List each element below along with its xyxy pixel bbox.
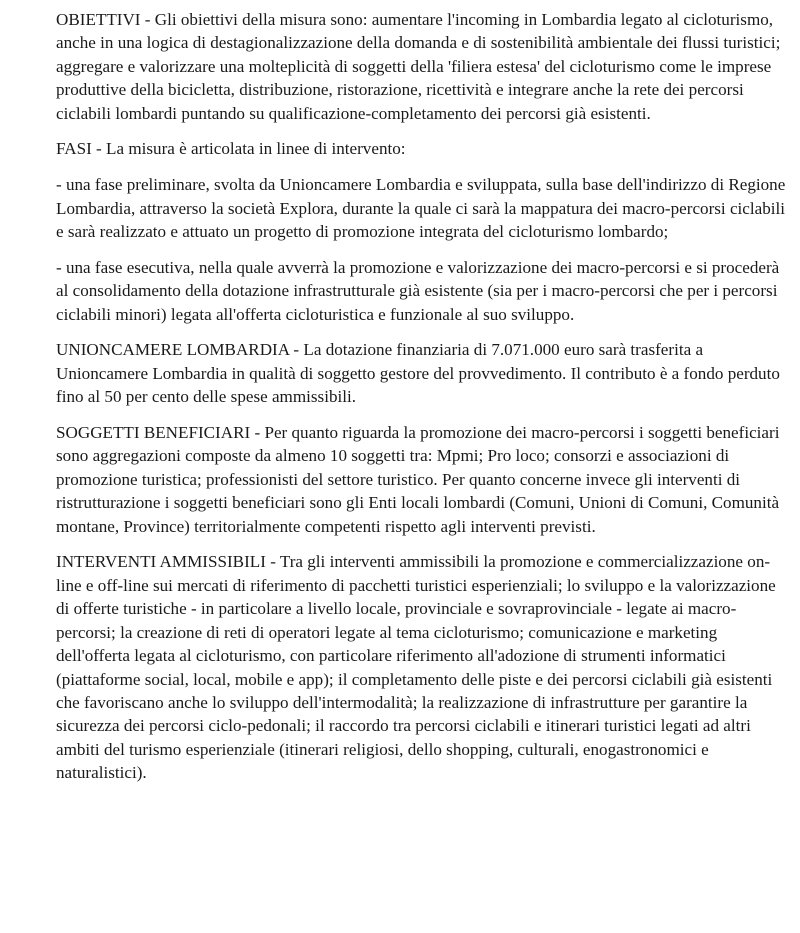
paragraph-heading: FASI — [56, 139, 92, 159]
paragraph-heading: OBIETTIVI — [56, 10, 141, 29]
paragraph-obiettivi: OBIETTIVI - Gli obiettivi della misura sono: aumentare l'incoming in Lombardia legato al cicloturismo, anche in una logica di destagionalizzazione della domanda e di sostenibilità ambientale dei flussi turistici; aggregare e valorizzare una molteplicità di soggetti della 'filiera estesa' del cicloturismo come le imprese produttive della bicicletta, distribuzione, ristorazione, ricettività e integrare anche la rete dei percorsi ciclabili lombardi puntando su qualificazione-completamento dei percorsi già esistenti. — [56, 10, 781, 123]
paragraph-fase-preliminare — [56, 173, 790, 243]
paragraph-text: - una fase esecutiva, nella quale avverrà la promozione e valorizzazione dei macro-percorsi e si procederà al consolidamento della dotazione infrastrutturale già esistente (sia per i macro-percorsi che per i percorsi ciclabili minori) legata all'offerta cicloturistica e funzionale al suo sviluppo. — [56, 257, 780, 324]
paragraph-fase-esecutiva — [56, 256, 790, 326]
paragraph-fasi: FASI - La misura è articolata in linee di intervento: — [56, 139, 406, 159]
paragraph-unioncamere: UNIONCAMERE LOMBARDIA - La dotazione finanziaria di 7.071.000 euro sarà trasferita a Unioncamere Lombardia in qualità di soggetto gestore del provvedimento. Il contributo è a fondo perduto fino al 50 per cento delle spese ammissibili. — [56, 340, 780, 407]
paragraph-heading: UNIONCAMERE LOMBARDIA — [56, 340, 290, 360]
paragraph-heading: SOGGETTI BENEFICIARI — [56, 423, 251, 443]
paragraph-text: La dotazione finanziaria di 7.071.000 euro sarà trasferita a Unioncamere Lombardia in qualità di soggetto gestore del provvedimento. Il contributo è a fondo perduto fino al 50 per cento delle spese ammissibili. — [56, 340, 780, 407]
paragraph-text: Gli obiettivi della misura sono: aumentare l'incoming in Lombardia legato al cicloturismo, anche in una logica di destagionalizzazione della domanda e di sostenibilità ambientale dei flussi turistici; aggregare e valorizzare una molteplicità di soggetti della 'filiera estesa' del cicloturismo come le imprese produttive della bicicletta, distribuzione, ristorazione, ricettività e integrare anche la rete dei percorsi ciclabili lombardi puntando su qualificazione-completamento dei percorsi già esistenti. — [56, 10, 781, 123]
paragraph-heading: INTERVENTI AMMISSIBILI — [56, 552, 266, 572]
paragraph-text: Tra gli interventi ammissibili la promozione e commercializzazione on-line e off-line sui mercati di riferimento di pacchetti turistici esperienziali; lo sviluppo e la valorizzazione di offerte turistiche - in particolare a livello locale, provinciale e sovraprovinciale - legate ai macro-percorsi; la creazione di reti di operatori legate al tema cicloturismo; comunicazione e marketing dell'offerta legata al cicloturismo, con particolare riferimento all'adozione di strumenti informatici (piattaforme social, local, mobile e app); il completamento delle piste e dei percorsi ciclabili già esistenti che favoriscano anche lo sviluppo dell'intermodalità; la realizzazione di infrastrutture per garantire la sicurezza dei percorsi ciclo-pedonali; il raccordo tra percorsi ciclabili e itinerari turistici legati ad altri ambiti del turismo esperienziale (itinerari religiosi, dello shopping, culturali, enogastronomici e naturalistici). — [56, 552, 776, 783]
paragraph-text: La misura è articolata in linee di intervento: — [106, 139, 406, 159]
paragraph-soggetti-beneficiari: SOGGETTI BENEFICIARI - Per quanto riguarda la promozione dei macro-percorsi i soggetti beneficiari sono aggregazioni composte da almeno 10 soggetti tra: Mpmi; Pro loco; consorzi e associazioni di promozione turistica; professionisti del settore turistico. Per quanto concerne invece gli interventi di ristrutturazione i soggetti beneficiari sono gli Enti locali lombardi (Comuni, Unioni di Comuni, Comunità montane, Province) territorialmente competenti rispetto agli interventi previsti. — [56, 423, 780, 536]
paragraph-text: Per quanto riguarda la promozione dei macro-percorsi i soggetti beneficiari sono aggregazioni composte da almeno 10 soggetti tra: Mpmi; Pro loco; consorzi e associazioni di promozione turistica; professionisti del settore turistico. Per quanto concerne invece gli interventi di ristrutturazione i soggetti beneficiari sono gli Enti locali lombardi (Comuni, Unioni di Comuni, Comunità montane, Province) territorialmente competenti rispetto agli interventi previsti. — [56, 423, 780, 536]
paragraph-interventi-ammissibili: INTERVENTI AMMISSIBILI - Tra gli interventi ammissibili la promozione e commercializzazione on-line e off-line sui mercati di riferimento di pacchetti turistici esperienziali; lo sviluppo e la valorizzazione di offerte turistiche - in particolare a livello locale, provinciale e sovraprovinciale - legate ai macro-percorsi; la creazione di reti di operatori legate al tema cicloturismo; comunicazione e marketing dell'offerta legata al cicloturismo, con particolare riferimento all'adozione di strumenti informatici (piattaforme social, local, mobile e app); il completamento delle piste e dei percorsi ciclabili già esistenti che favoriscano anche lo sviluppo dell'intermodalità; la realizzazione di infrastrutture per garantire la sicurezza dei percorsi ciclo-pedonali; il raccordo tra percorsi ciclabili e itinerari turistici legati ad altri ambiti del turismo esperienziale (itinerari religiosi, dello shopping, culturali, enogastronomici e naturalistici). — [56, 552, 776, 783]
paragraph-text: - una fase preliminare, svolta da Unioncamere Lombardia e sviluppata, sulla base dell'indirizzo di Regione Lombardia, attraverso la società Explora, durante la quale ci sarà la mappatura dei macro-percorsi ciclabili e sarà realizzato e attuato un progetto di promozione integrata del cicloturismo lombardo; — [56, 175, 786, 242]
